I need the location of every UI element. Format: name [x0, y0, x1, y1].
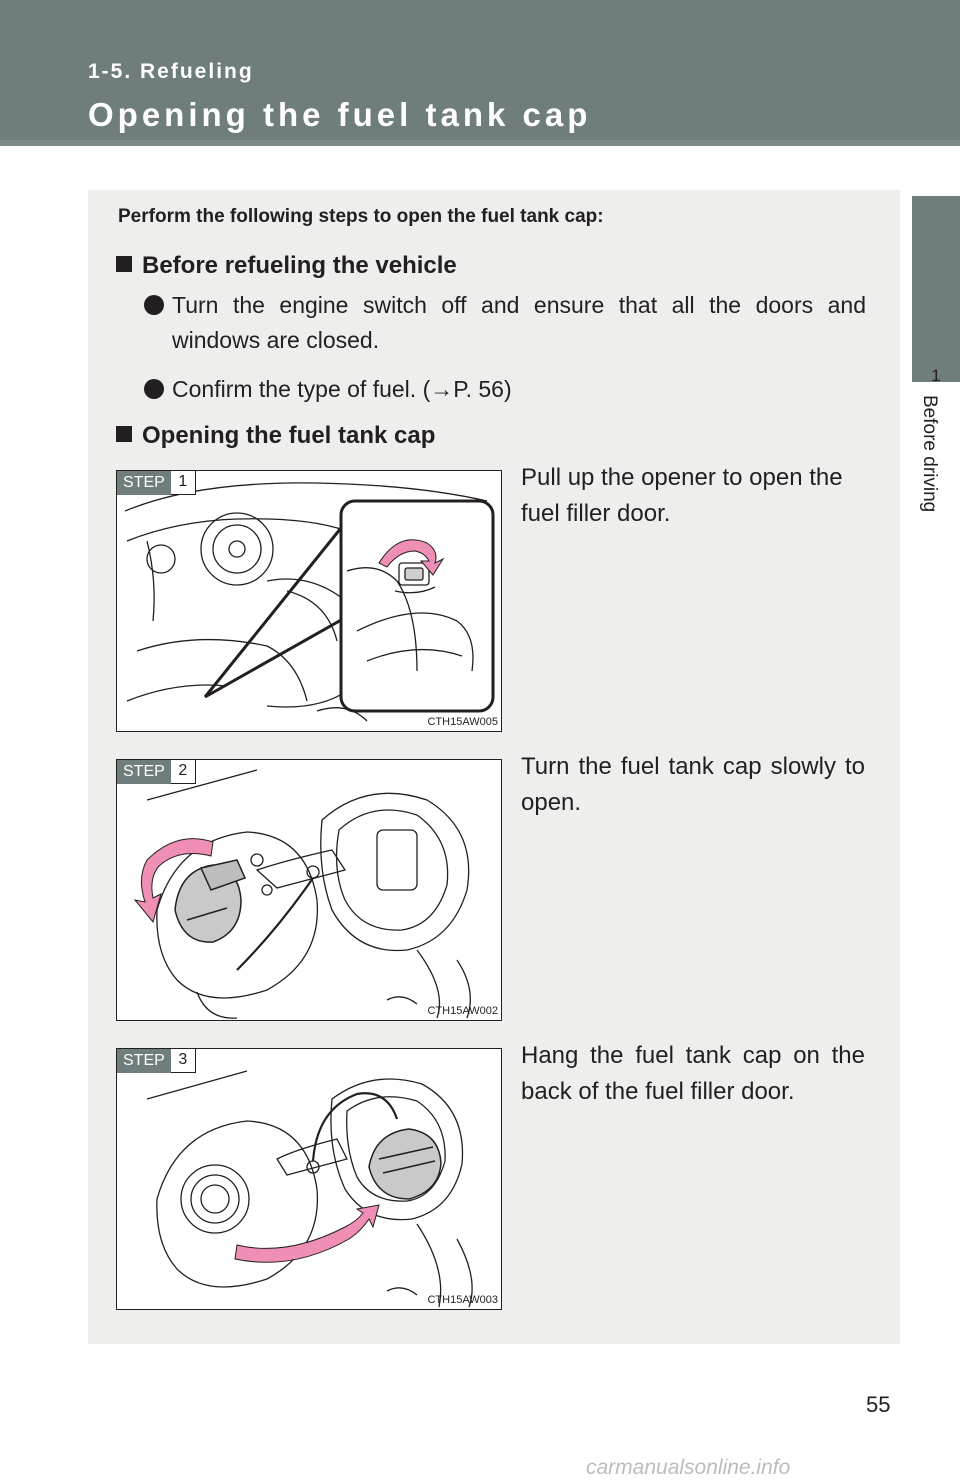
bullet-text: Turn the engine switch off and ensure that all the doors and windows are closed.: [172, 292, 866, 353]
step-label: STEP: [117, 1049, 171, 1073]
step-number: 2: [171, 760, 196, 784]
figure-code: CTH15AW003: [427, 1294, 498, 1306]
step-label: STEP: [117, 471, 171, 495]
subheading-text: Before refueling the vehicle: [142, 252, 457, 279]
fuel-cap-hanging-illustration: [117, 1049, 501, 1309]
dashboard-illustration: [117, 471, 501, 731]
step-number: 1: [171, 471, 196, 495]
step-3-text: Hang the fuel tank cap on the back of the fuel filler door.: [521, 1042, 865, 1105]
section-label: 1-5. Refueling: [88, 60, 254, 83]
page-number: 55: [866, 1392, 891, 1417]
figure-step-1: [116, 470, 502, 732]
figure-code: CTH15AW005: [427, 716, 498, 728]
figure-step-2: [116, 759, 502, 1021]
subheading-before-refueling: [116, 252, 457, 280]
header-band: [0, 0, 960, 140]
bullet-text: Confirm the type of fuel. (→P. 56): [172, 376, 512, 402]
chapter-tab: [912, 196, 960, 382]
square-bullet-icon: [116, 256, 132, 272]
round-bullet-icon: [144, 295, 164, 315]
chapter-number: 1: [931, 366, 941, 385]
square-bullet-icon: [116, 426, 132, 442]
step-number: 3: [171, 1049, 196, 1073]
subheading-text: Opening the fuel tank cap: [142, 422, 436, 449]
fuel-cap-removal-illustration: [117, 760, 501, 1020]
step-badge: [117, 471, 196, 495]
figure-step-3: [116, 1048, 502, 1310]
subheading-opening-cap: [116, 422, 435, 450]
bullet-item: [144, 372, 866, 407]
header-divider: [0, 140, 960, 146]
step-2-text: Turn the fuel tank cap slowly to open.: [521, 753, 865, 816]
page-header: [0, 0, 960, 146]
intro-text: Perform the following steps to open the fuel tank cap:: [118, 206, 604, 227]
round-bullet-icon: [144, 379, 164, 399]
figure-code: CTH15AW002: [427, 1005, 498, 1017]
step-1-text: Pull up the opener to open the fuel filler door.: [521, 464, 843, 527]
step-badge: [117, 760, 196, 784]
step-label: STEP: [117, 760, 171, 784]
chapter-title-text: Before driving: [919, 395, 940, 513]
page-title: Opening the fuel tank cap: [88, 96, 592, 133]
step-badge: [117, 1049, 196, 1073]
chapter-title: [918, 395, 946, 535]
watermark: carmanualsonline.info: [586, 1456, 791, 1479]
bullet-item: [144, 288, 866, 358]
